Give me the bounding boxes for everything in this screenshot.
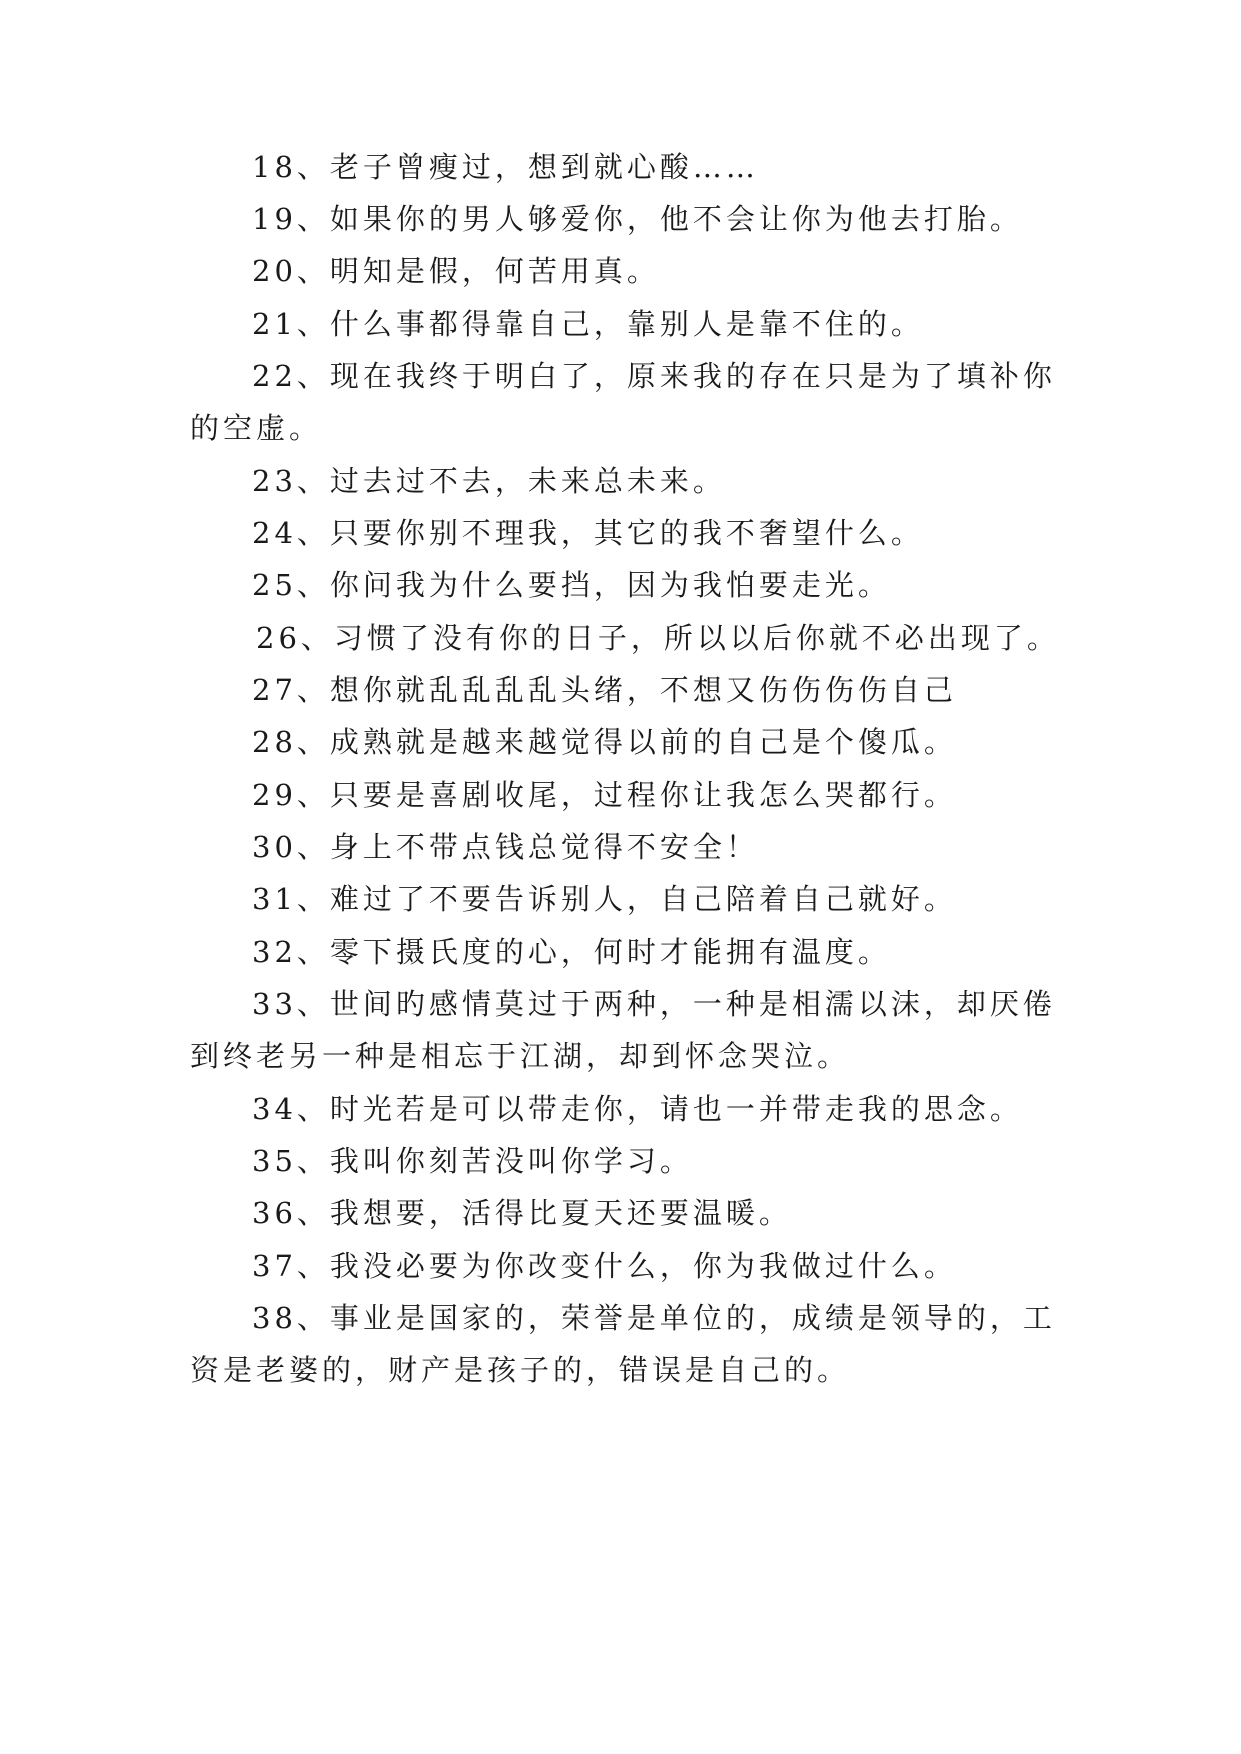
- text-line-21: 21、什么事都得靠自己，靠别人是靠不住的。: [252, 307, 924, 341]
- text-line-34: 34、时光若是可以带走你，请也一并带走我的思念。: [252, 1092, 1023, 1126]
- text-line-32: 32、零下摄氏度的心，何时才能拥有温度。: [252, 935, 891, 969]
- text-line-38-continued: 资是老婆的，财产是孩子的，错误是自己的。: [190, 1353, 851, 1387]
- text-line-35: 35、我叫你刻苦没叫你学习。: [252, 1144, 693, 1178]
- text-line-33: 33、世间旳感情莫过于两种，一种是相濡以沫，却厌倦: [252, 987, 1056, 1021]
- text-line-26: 26、习惯了没有你的日子，所以以后你就不必出现了。: [256, 621, 1060, 655]
- text-line-37: 37、我没必要为你改变什么，你为我做过什么。: [252, 1249, 957, 1283]
- text-line-22: 22、现在我终于明白了，原来我的存在只是为了填补你: [252, 359, 1056, 393]
- text-line-29: 29、只要是喜剧收尾，过程你让我怎么哭都行。: [252, 778, 957, 812]
- text-line-22-continued: 的空虚。: [190, 411, 323, 445]
- text-line-23: 23、过去过不去，未来总未来。: [252, 464, 726, 498]
- text-line-18: 18、老子曾瘦过，想到就心酸……: [252, 150, 759, 184]
- text-line-33-continued: 到终老另一种是相忘于江湖，却到怀念哭泣。: [190, 1039, 851, 1073]
- text-line-19: 19、如果你的男人够爱你，他不会让你为他去打胎。: [252, 202, 1023, 236]
- text-line-25: 25、你问我为什么要挡，因为我怕要走光。: [252, 568, 891, 602]
- text-line-28: 28、成熟就是越来越觉得以前的自己是个傻瓜。: [252, 725, 957, 759]
- text-line-36: 36、我想要，活得比夏天还要温暖。: [252, 1196, 792, 1230]
- text-line-27: 27、想你就乱乱乱乱头绪，不想又伤伤伤伤自己: [252, 673, 957, 707]
- text-line-30: 30、身上不带点钱总觉得不安全！: [252, 830, 759, 864]
- text-line-20: 20、明知是假，何苦用真。: [252, 254, 660, 288]
- text-line-38: 38、事业是国家的，荣誉是单位的，成绩是领导的，工: [252, 1301, 1056, 1335]
- text-line-24: 24、只要你别不理我，其它的我不奢望什么。: [252, 516, 924, 550]
- text-line-31: 31、难过了不要告诉别人，自己陪着自己就好。: [252, 882, 957, 916]
